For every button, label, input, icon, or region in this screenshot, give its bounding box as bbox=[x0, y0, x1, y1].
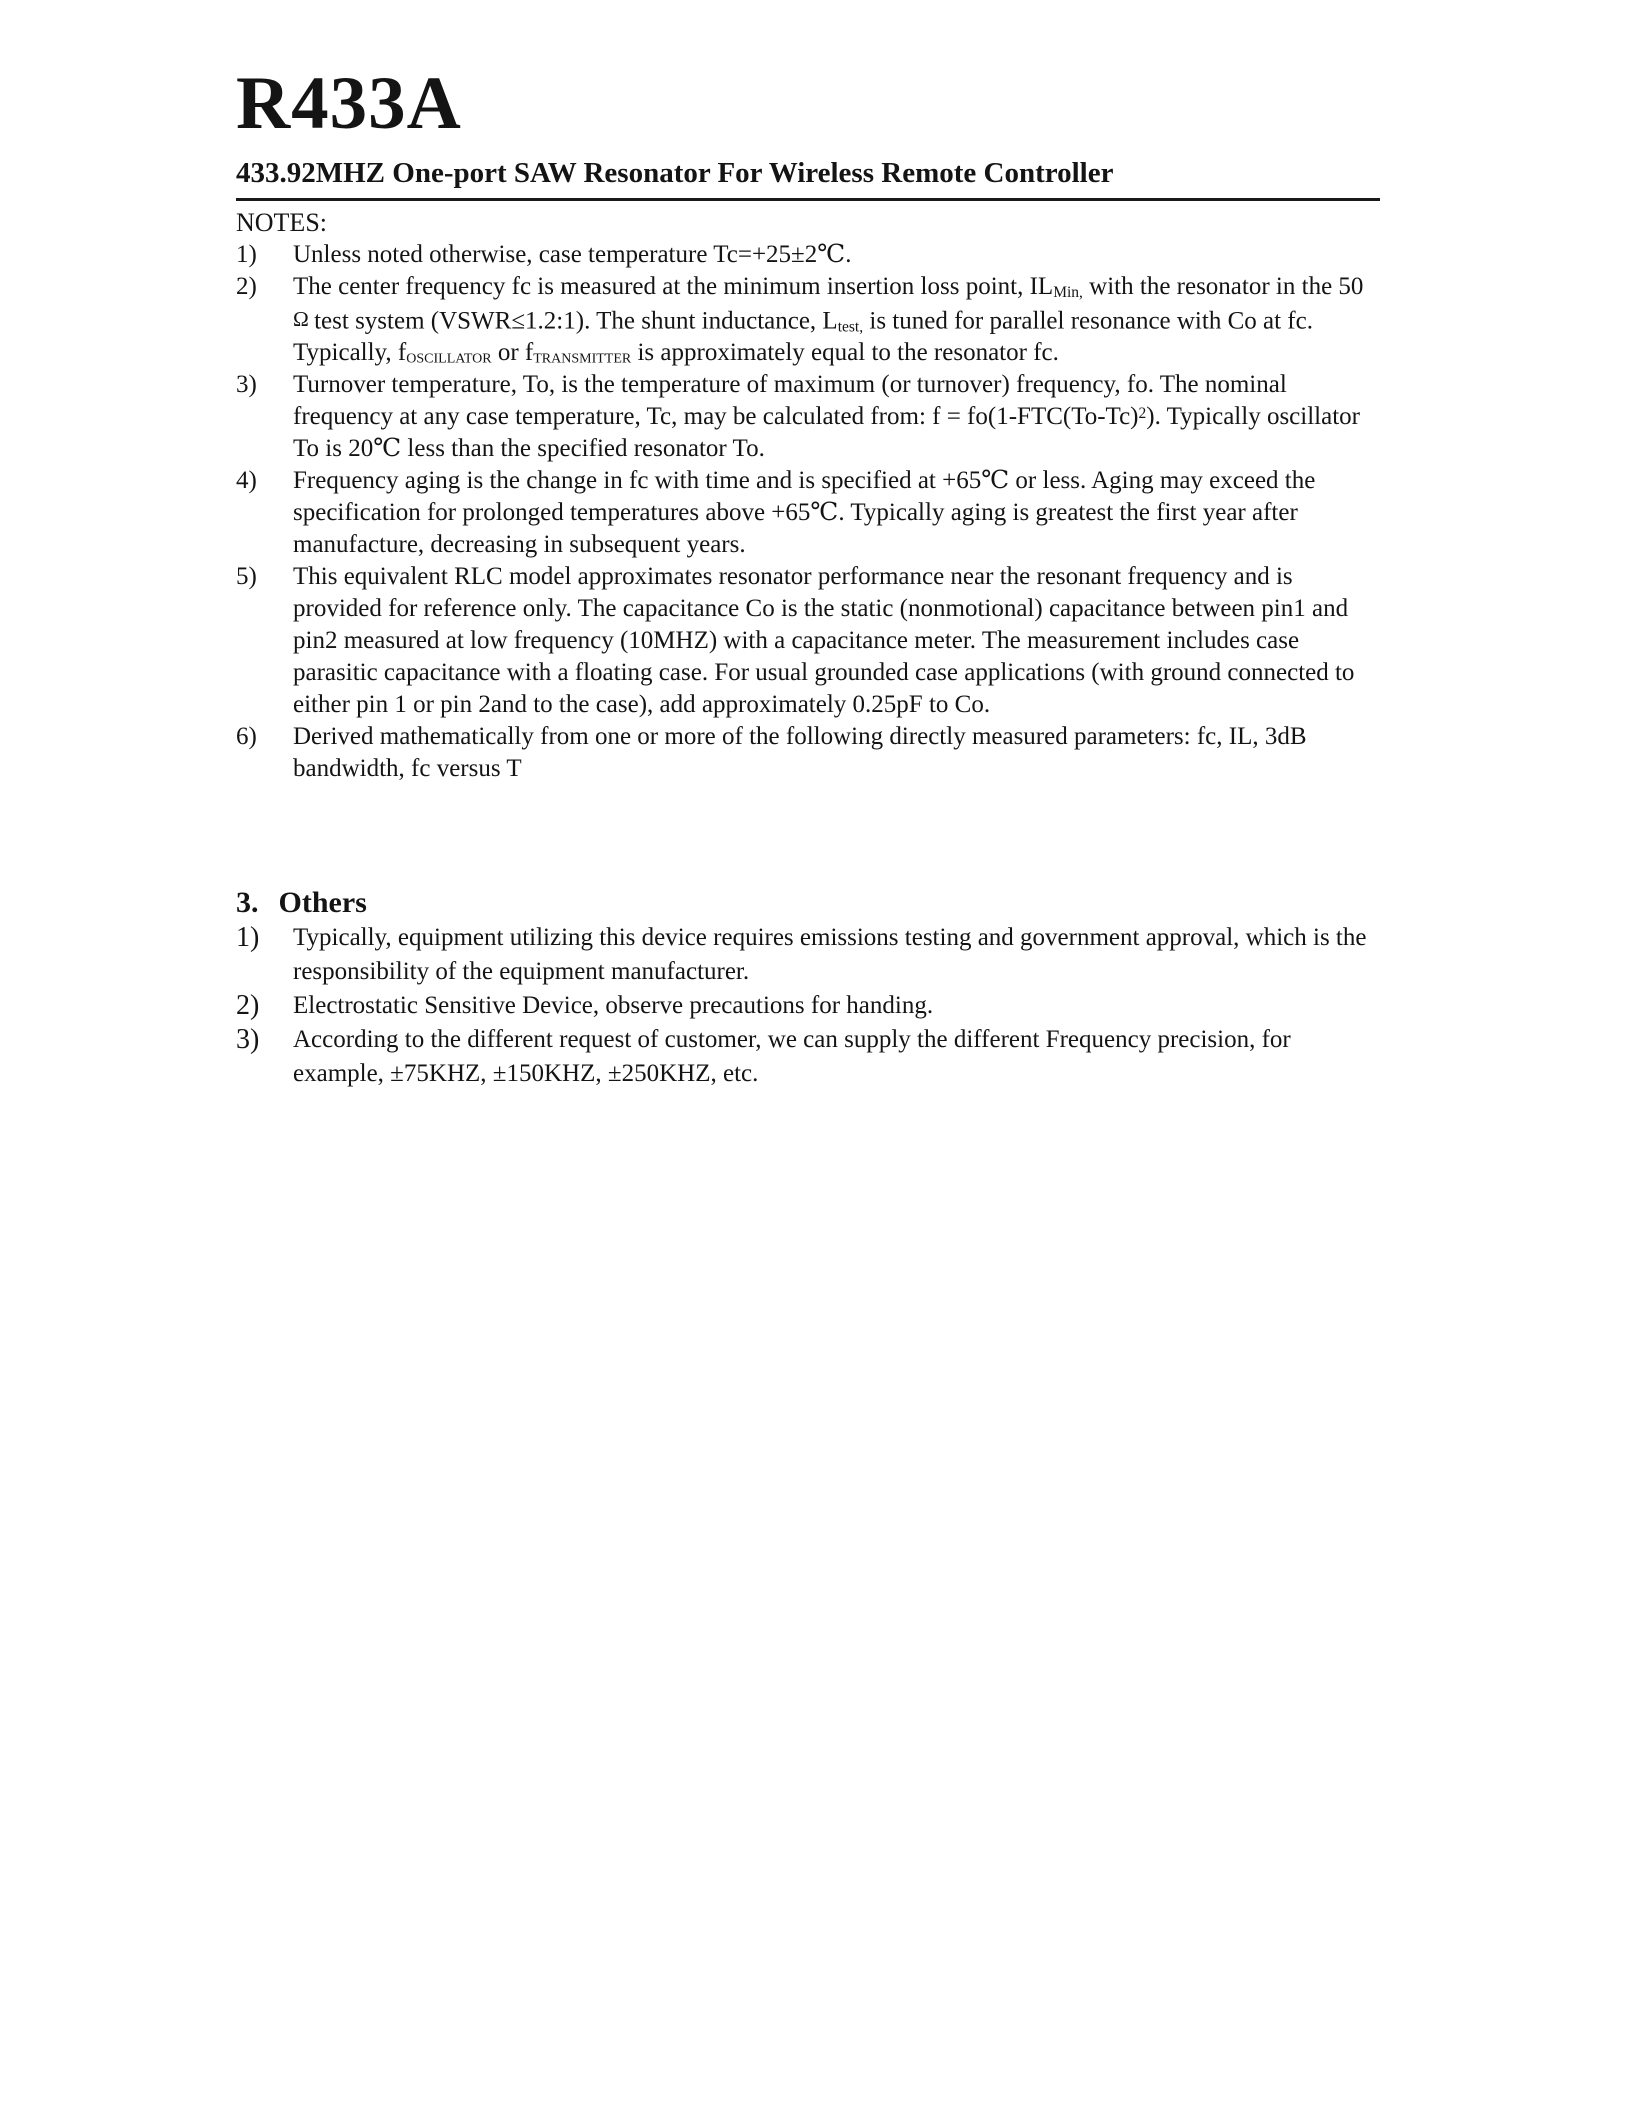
list-item-text: Unless noted otherwise, case temperature Tc=+25±2℃. bbox=[293, 240, 852, 268]
list-item bbox=[236, 271, 1380, 370]
others-list bbox=[236, 921, 1380, 1091]
list-item bbox=[236, 721, 1380, 785]
notes-list bbox=[236, 239, 1380, 786]
list-item bbox=[236, 921, 1380, 989]
list-item-number: 3) bbox=[236, 371, 257, 399]
list-item bbox=[236, 239, 1380, 271]
list-item-number: 3) bbox=[236, 1024, 260, 1056]
list-item bbox=[236, 1023, 1380, 1091]
others-section-number: 3. bbox=[236, 886, 259, 920]
notes-label: NOTES: bbox=[236, 207, 327, 237]
list-item-text: Typically, equipment utilizing this device requires emissions testing and government approval, which is the responsibility of the equipment manufacturer. bbox=[293, 924, 1367, 986]
list-item-number: 5) bbox=[236, 563, 257, 591]
list-item-number: 1) bbox=[236, 240, 257, 268]
list-item-text: This equivalent RLC model approximates resonator performance near the resonant frequency and is provided for reference only. The capacitance Co is the static (nonmotional) capacitance between pin1 and pin2 measured at low frequency (10MHZ) with a capacitance meter. The measurement includes case parasitic capacitance with a floating case. For usual grounded case applications (with ground connected to either pin 1 or pin 2and to the case), add approximately 0.25pF to Co. bbox=[293, 563, 1355, 719]
list-item-number: 2) bbox=[236, 990, 260, 1022]
list-item-text: According to the different request of customer, we can supply the different Frequency precision, for example, ±75KHZ, ±150KHZ, ±250KHZ, etc. bbox=[293, 1026, 1291, 1088]
list-item bbox=[236, 465, 1380, 561]
page-title: R433A bbox=[236, 62, 462, 145]
list-item bbox=[236, 989, 1380, 1023]
list-item-number: 2) bbox=[236, 272, 257, 300]
list-item-text: Turnover temperature, To, is the temperature of maximum (or turnover) frequency, fo. The nominal frequency at any case temperature, Tc, may be calculated from: $f = fo(1-FTC(To-Tc)^2)$. Typically oscillator To is 20℃ less than the specified resonator To. bbox=[293, 371, 1360, 463]
list-item-text: Derived mathematically from one or more of the following directly measured parameters: fc, IL, 3dB bandwidth, fc versus T bbox=[293, 723, 1307, 783]
list-item-text: Frequency aging is the change in fc with time and is specified at +65℃ or less. Aging may exceed the specification for prolonged temperatures above +65℃. Typically aging is greatest the first year after manufacture, decreasing in subsequent years. bbox=[293, 467, 1316, 559]
others-section-heading bbox=[236, 885, 1380, 921]
list-item-text: The center frequency fc is measured at the minimum insertion loss point, $IL_{Min,}$ with the resonator in the 50 Ω test system (VSWR≤1.2:1). The shunt inductance, $L_{test,}$ is tuned for parallel resonance with Co at fc. Typically, $f_{OSCILLATOR}$ or $f_{TRANSMITTER}$ is approximately equal to the resonator fc. bbox=[293, 272, 1364, 367]
others-section-title: Others bbox=[278, 886, 367, 920]
list-item-text: Electrostatic Sensitive Device, observe precautions for handing. bbox=[293, 992, 934, 1020]
page-subtitle: 433.92MHZ One-port SAW Resonator For Wireless Remote Controller bbox=[236, 157, 1380, 201]
list-item bbox=[236, 369, 1380, 465]
list-item-number: 6) bbox=[236, 723, 257, 751]
list-item-number: 1) bbox=[236, 922, 260, 954]
list-item-number: 4) bbox=[236, 467, 257, 495]
list-item bbox=[236, 561, 1380, 721]
